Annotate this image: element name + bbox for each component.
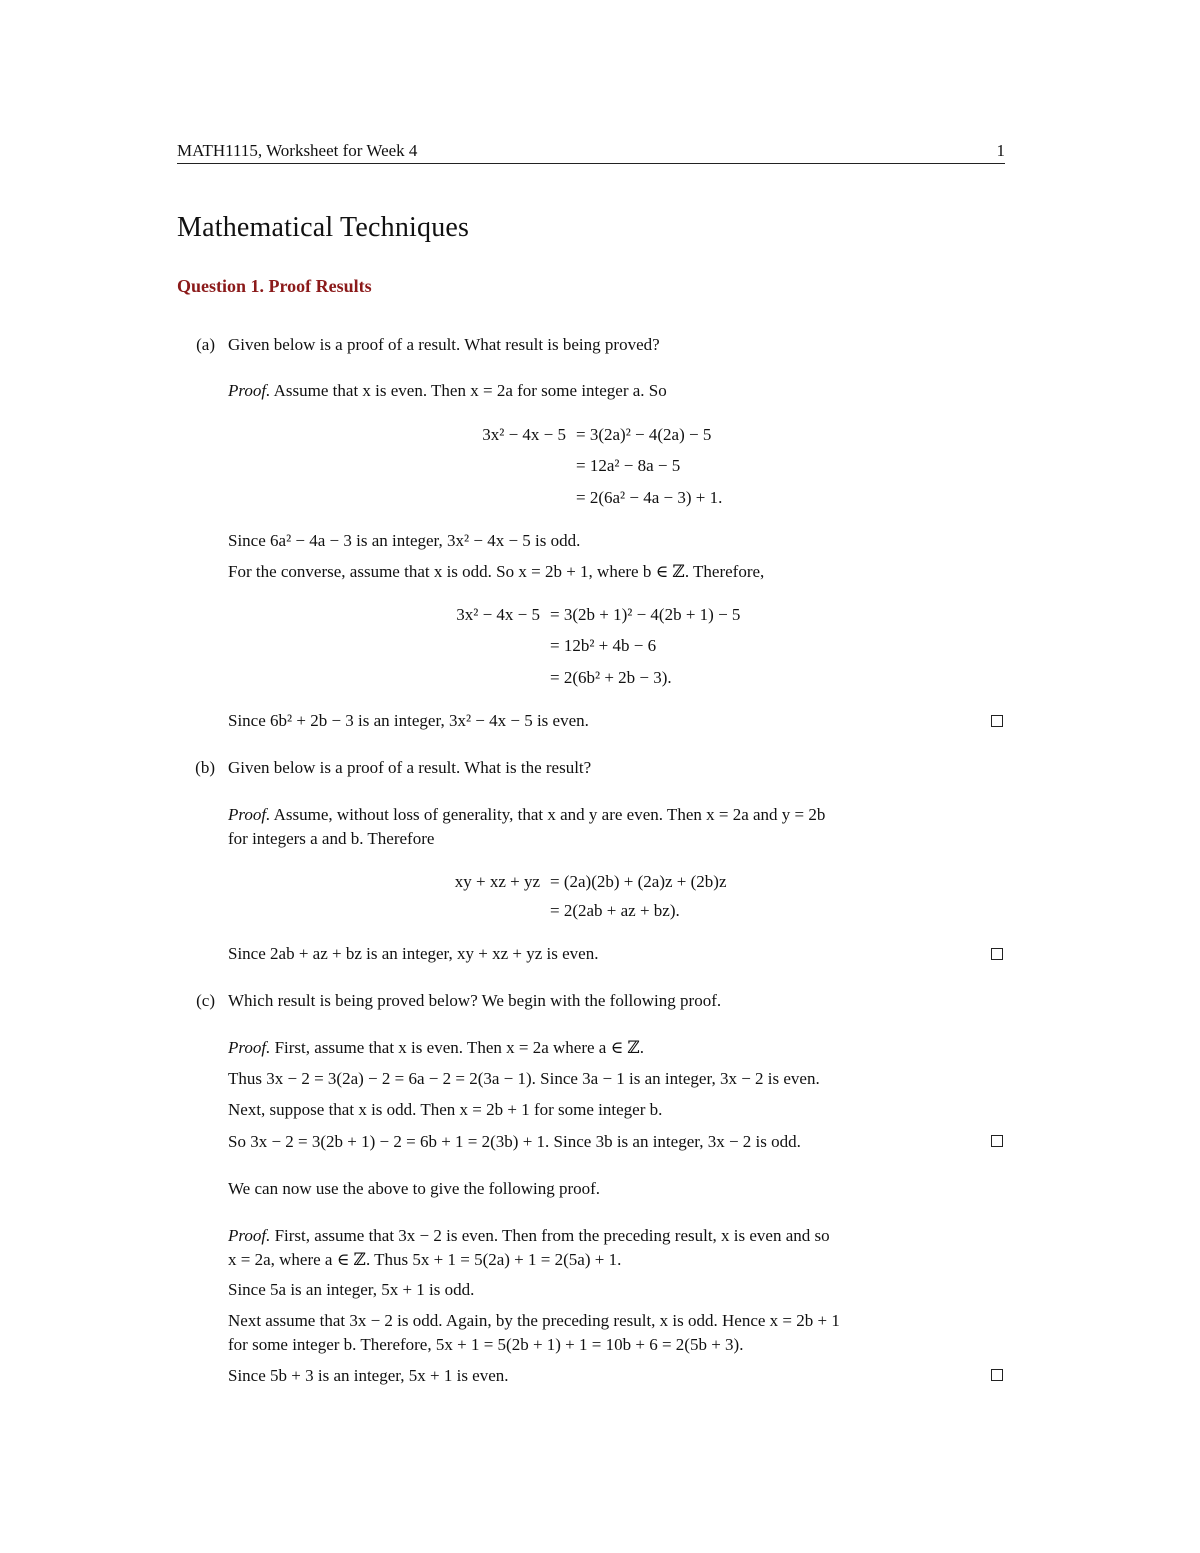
part-b-proof-line [228, 805, 825, 825]
running-header: MATH1115, Worksheet for Week 4 [177, 141, 418, 160]
eq2-row: = 12b² + 4b − 6 [550, 636, 657, 655]
proof-text: Assume that x is even. Then x = 2a for some integer a. So [273, 381, 667, 400]
eq1-lhs: 3x² − 4x − 5 [482, 425, 566, 444]
page-number: 1 [996, 141, 1005, 160]
part-c-proof1-line: Thus 3x − 2 = 3(2a) − 2 = 6a − 2 = 2(3a − 1). Since 3a − 1 is an integer, 3x − 2 is even. [228, 1069, 820, 1088]
part-a-conclusion: Since 6b² + 2b − 3 is an integer, 3x² − 4x − 5 is even. [228, 711, 589, 730]
question-heading: Question 1. Proof Results [177, 276, 372, 296]
part-c-proof2-line [228, 1226, 830, 1246]
header-rule [177, 163, 1005, 164]
part-c-proof2-line: Next assume that 3x − 2 is odd. Again, by the preceding result, x is odd. Hence x = 2b + 1 [228, 1311, 840, 1330]
part-a-label: (a) [196, 335, 215, 354]
eq1-row: = 2(6a² − 4a − 3) + 1. [576, 488, 723, 507]
proof-word: Proof. [228, 1038, 271, 1057]
part-b-conclusion: Since 2ab + az + bz is an integer, xy + xz + yz is even. [228, 944, 599, 963]
part-c-proof1-line [228, 1038, 644, 1058]
part-c-proof2-line: Since 5a is an integer, 5x + 1 is odd. [228, 1280, 475, 1299]
part-c-proof1-line: Next, suppose that x is odd. Then x = 2b + 1 for some integer b. [228, 1100, 663, 1119]
qed-box-icon [991, 715, 1003, 727]
part-b-label: (b) [195, 758, 215, 777]
eq1-row: = 12a² − 8a − 5 [576, 456, 681, 475]
proof-text: Assume, without loss of generality, that x and y are even. Then x = 2a and y = 2b [273, 805, 826, 824]
part-c-transition: We can now use the above to give the following proof. [228, 1179, 601, 1198]
qed-box-icon [991, 1135, 1003, 1147]
part-a-proof-intro [228, 381, 667, 401]
proof-word: Proof. [228, 1226, 271, 1245]
part-b-proof-line: for integers a and b. Therefore [228, 829, 435, 848]
part-a-converse: For the converse, assume that x is odd. So x = 2b + 1, where b ∈ ℤ. Therefore, [228, 562, 765, 581]
proof-word: Proof. [228, 381, 271, 400]
part-a-odd-line: Since 6a² − 4a − 3 is an integer, 3x² − 4x − 5 is odd. [228, 531, 581, 550]
qed-box-icon [991, 948, 1003, 960]
qed-box-icon [991, 1369, 1003, 1381]
proof-text: First, assume that x is even. Then x = 2a where a ∈ ℤ. [274, 1038, 645, 1057]
part-c-question: Which result is being proved below? We begin with the following proof. [228, 991, 722, 1010]
eq2-row: = 3(2b + 1)² − 4(2b + 1) − 5 [550, 605, 741, 624]
part-c-label: (c) [196, 991, 215, 1010]
part-c-proof2-line: for some integer b. Therefore, 5x + 1 = 5(2b + 1) + 1 = 10b + 6 = 2(5b + 3). [228, 1335, 744, 1354]
eq3-row: = 2(2ab + az + bz). [550, 901, 680, 920]
document-title: Mathematical Techniques [177, 212, 470, 243]
eq1-row: = 3(2a)² − 4(2a) − 5 [576, 425, 712, 444]
part-c-proof1-line: So 3x − 2 = 3(2b + 1) − 2 = 6b + 1 = 2(3b) + 1. Since 3b is an integer, 3x − 2 is odd. [228, 1132, 801, 1151]
eq3-lhs: xy + xz + yz [454, 872, 540, 891]
proof-word: Proof. [228, 805, 271, 824]
part-c-proof2-line: x = 2a, where a ∈ ℤ. Thus 5x + 1 = 5(2a) + 1 = 2(5a) + 1. [228, 1250, 622, 1269]
proof-text: First, assume that 3x − 2 is even. Then from the preceding result, x is even and so [274, 1226, 830, 1245]
part-c-proof2-line: Since 5b + 3 is an integer, 5x + 1 is even. [228, 1366, 509, 1385]
eq2-lhs: 3x² − 4x − 5 [456, 605, 540, 624]
eq2-row: = 2(6b² + 2b − 3). [550, 668, 672, 687]
eq3-row: = (2a)(2b) + (2a)z + (2b)z [550, 872, 727, 891]
part-a-question: Given below is a proof of a result. What result is being proved? [228, 335, 660, 354]
part-b-question: Given below is a proof of a result. What is the result? [228, 758, 592, 777]
